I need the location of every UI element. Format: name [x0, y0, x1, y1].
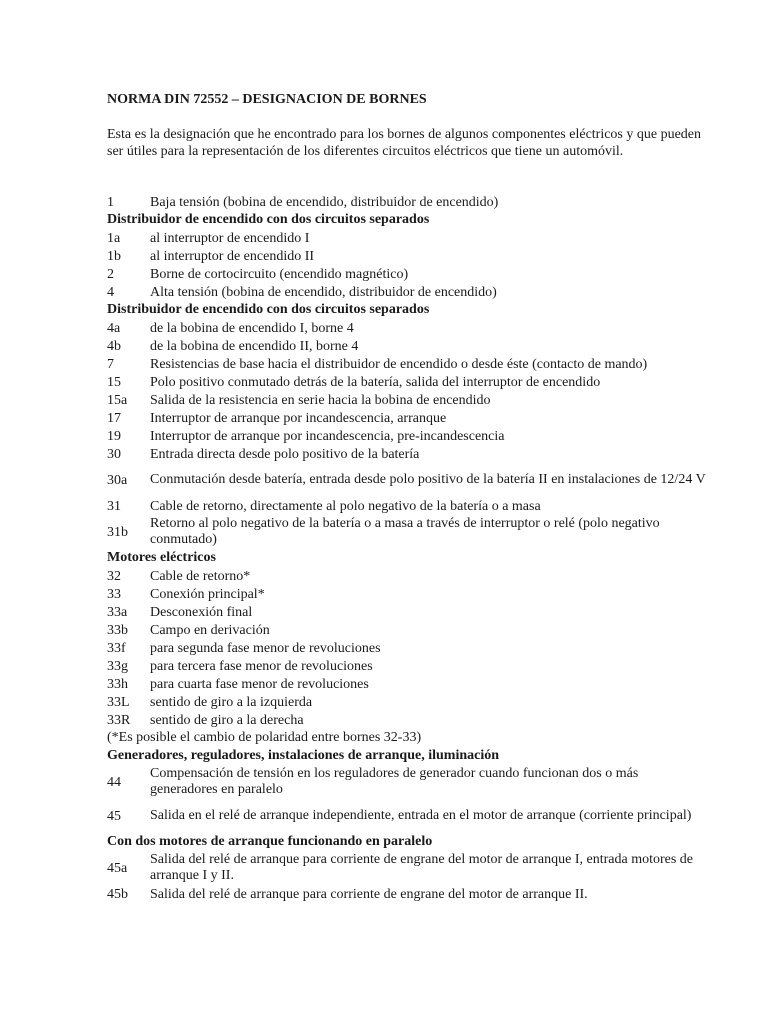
intro-paragraph: Esta es la designación que he encontrado para los bornes de algunos componentes eléctricos y que pueden ser útiles para la representación de los diferentes circuitos eléctricos que tiene un automóvil.: [107, 127, 702, 159]
terminal-row: [107, 603, 707, 621]
terminal-description: de la bobina de encendido II, borne 4: [150, 338, 359, 354]
terminal-description: Borne de cortocircuito (encendido magnético): [150, 266, 409, 282]
terminal-code: 4b: [107, 338, 121, 354]
terminal-description: al interruptor de encendido I: [150, 230, 310, 246]
terminal-description: sentido de giro a la derecha: [150, 712, 304, 728]
terminal-description: Cable de retorno*: [150, 568, 251, 584]
footnote: (*Es posible el cambio de polaridad entre bornes 32-33): [107, 730, 422, 745]
terminal-description: al interruptor de encendido II: [150, 248, 315, 264]
terminal-row: [107, 693, 707, 711]
terminal-description: Desconexión final: [150, 604, 253, 620]
terminal-description: sentido de giro a la izquierda: [150, 694, 313, 710]
terminal-row: [107, 283, 707, 301]
terminal-code: 31: [107, 498, 121, 514]
terminal-code: 33h: [107, 676, 128, 692]
terminal-row: [107, 373, 707, 391]
terminal-description: para segunda fase menor de revoluciones: [150, 640, 381, 656]
terminal-row: [107, 391, 707, 409]
terminal-description: Cable de retorno, directamente al polo negativo de la batería o a masa: [150, 498, 541, 514]
terminal-description: Entrada directa desde polo positivo de la batería: [150, 446, 420, 462]
terminal-description: Campo en derivación: [150, 622, 270, 638]
terminal-code: 33R: [107, 712, 131, 728]
document-page: [107, 90, 707, 903]
terminal-description: Salida del relé de arranque para corriente de engrane del motor de arranque I, entrada motores de arranque I y II.: [150, 852, 694, 883]
terminal-code: 33: [107, 586, 121, 602]
terminal-description: Conmutación desde batería, entrada desde polo positivo de la batería II en instalaciones de 12/24 V: [150, 472, 706, 487]
section-heading: Generadores, reguladores, instalaciones de arranque, iluminación: [107, 748, 500, 763]
terminal-row: [107, 497, 707, 515]
terminal-row: [107, 427, 707, 445]
section-heading: Motores eléctricos: [107, 550, 216, 565]
terminal-row: [107, 229, 707, 247]
terminal-description: Resistencias de base hacia el distribuidor de encendido o desde éste (contacto de mando): [150, 356, 648, 372]
terminal-row: [107, 885, 707, 903]
terminal-code: 30: [107, 446, 121, 462]
terminal-row: [107, 337, 707, 355]
terminal-row: [107, 265, 707, 283]
terminal-code: 32: [107, 568, 121, 584]
terminal-row: [107, 765, 707, 799]
terminal-row: [107, 639, 707, 657]
terminal-description: Interruptor de arranque por incandescencia, pre-incandescencia: [150, 428, 505, 444]
terminal-description: Alta tensión (bobina de encendido, distribuidor de encendido): [150, 284, 497, 300]
terminal-row: [107, 515, 707, 549]
terminal-row: [107, 567, 707, 585]
terminal-description: Salida de la resistencia en serie hacia la bobina de encendido: [150, 392, 491, 408]
terminal-list: [107, 193, 707, 903]
terminal-row: [107, 657, 707, 675]
terminal-description: Interruptor de arranque por incandescencia, arranque: [150, 410, 447, 426]
terminal-code: 45b: [107, 886, 128, 902]
terminal-row: [107, 585, 707, 603]
terminal-code: 45a: [107, 860, 128, 876]
terminal-code: 44: [107, 774, 121, 790]
terminal-row: [107, 319, 707, 337]
terminal-row: [107, 851, 707, 885]
terminal-description: para cuarta fase menor de revoluciones: [150, 676, 369, 692]
terminal-description: Compensación de tensión en los reguladores de generador cuando funcionan dos o más generadores en paralelo: [150, 766, 639, 797]
terminal-code: 4: [107, 284, 114, 300]
section-heading: Distribuidor de encendido con dos circuitos separados: [107, 212, 430, 227]
terminal-description: Conexión principal*: [150, 586, 265, 602]
terminal-row: [107, 355, 707, 373]
terminal-row: [107, 193, 707, 211]
terminal-code: 17: [107, 410, 121, 426]
terminal-description: de la bobina de encendido I, borne 4: [150, 320, 354, 336]
document-title: NORMA DIN 72552 – DESIGNACION DE BORNES: [107, 92, 427, 107]
terminal-code: 1a: [107, 230, 121, 246]
terminal-code: 33L: [107, 694, 130, 710]
terminal-code: 19: [107, 428, 121, 444]
terminal-description: Salida en el relé de arranque independiente, entrada en el motor de arranque (corriente principal): [150, 808, 692, 823]
terminal-code: 1: [107, 194, 114, 210]
terminal-code: 4a: [107, 320, 121, 336]
terminal-row: [107, 463, 707, 497]
terminal-row: [107, 409, 707, 427]
terminal-code: 15: [107, 374, 121, 390]
terminal-row: [107, 247, 707, 265]
terminal-row: [107, 445, 707, 463]
terminal-code: 2: [107, 266, 114, 282]
terminal-code: 31b: [107, 524, 128, 540]
terminal-code: 15a: [107, 392, 128, 408]
terminal-code: 33a: [107, 604, 128, 620]
terminal-description: Baja tensión (bobina de encendido, distribuidor de encendido): [150, 194, 499, 210]
terminal-row: [107, 621, 707, 639]
terminal-code: 33f: [107, 640, 126, 656]
section-heading: Con dos motores de arranque funcionando en paralelo: [107, 834, 433, 849]
terminal-row: [107, 711, 707, 729]
terminal-code: 33g: [107, 658, 128, 674]
terminal-description: para tercera fase menor de revoluciones: [150, 658, 373, 674]
terminal-row: [107, 675, 707, 693]
terminal-code: 33b: [107, 622, 128, 638]
terminal-description: Retorno al polo negativo de la batería o a masa a través de interruptor o relé (polo negativo conmutado): [150, 516, 660, 547]
terminal-code: 30a: [107, 472, 128, 488]
terminal-code: 1b: [107, 248, 121, 264]
terminal-code: 45: [107, 808, 121, 824]
terminal-description: Salida del relé de arranque para corriente de engrane del motor de arranque II.: [150, 886, 588, 902]
section-heading: Distribuidor de encendido con dos circuitos separados: [107, 302, 430, 317]
terminal-description: Polo positivo conmutado detrás de la batería, salida del interruptor de encendido: [150, 374, 601, 390]
terminal-code: 7: [107, 356, 114, 372]
terminal-row: [107, 799, 707, 833]
